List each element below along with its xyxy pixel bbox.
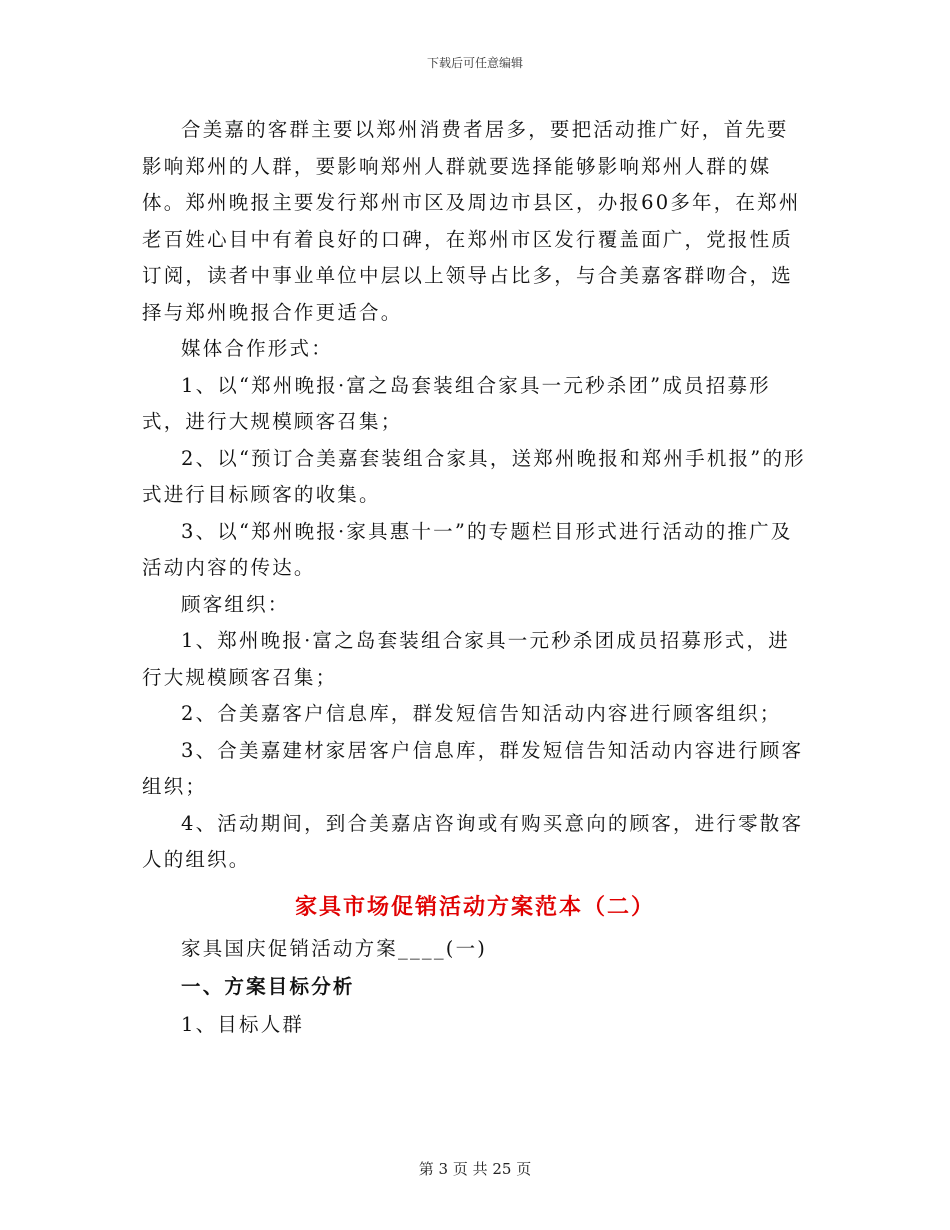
heading-1: 一、方案目标分析 — [181, 975, 355, 998]
page-footer: 第 3 页 共 25 页 — [418, 1160, 532, 1178]
section-title: 家具市场促销活动方案范本（二） — [294, 895, 655, 920]
section-body — [142, 930, 810, 1044]
item-1: 1、目标人群 — [181, 1013, 305, 1036]
paragraph-media-3: 3、以“郑州晚报·家具惠十一”的专题栏目形式进行活动的推广及活动内容的传达。 — [142, 519, 793, 579]
paragraph-customer-4: 4、活动期间，到合美嘉店咨询或有购买意向的顾客，进行零散客人的组织。 — [142, 811, 804, 871]
paragraph-customer-2: 2、合美嘉客户信息库，群发短信告知活动内容进行顾客组织； — [181, 702, 782, 725]
subheading: 家具国庆促销活动方案____(一) — [181, 937, 488, 960]
paragraph-customer-label: 顾客组织： — [181, 592, 290, 616]
header-note: 下载后可任意编辑 — [426, 56, 523, 70]
paragraph-customer-3: 3、合美嘉建材家居客户信息库，群发短信告知活动内容进行顾客组织； — [142, 738, 804, 798]
paragraph-media-1: 1、以“郑州晚报·富之岛套装组合家具一元秒杀团”成员招募形式，进行大规模顾客召集； — [142, 373, 771, 433]
document-body — [142, 112, 810, 879]
paragraph-customer-1: 1、郑州晚报·富之岛套装组合家具一元秒杀团成员招募形式，进行大规模顾客召集； — [142, 629, 790, 689]
paragraph-media-2: 2、以“预订合美嘉套装组合家具，送郑州晚报和郑州手机报”的形式进行目标顾客的收集。 — [142, 446, 806, 506]
paragraph-intro: 合美嘉的客群主要以郑州消费者居多，要把活动推广好，首先要影响郑州的人群，要影响郑州人群就要选择能够影响郑州人群的媒体。郑州晚报主要发行郑州市区及周边市县区，办报60多年，在郑州老百姓心目中有着良好的口碑，在郑州市区发行覆盖面广，党报性质订阅，读者中事业单位中层以上领导占比多，与合美嘉客群吻合，选择与郑州晚报合作更适合。 — [142, 118, 801, 324]
paragraph-media-label: 媒体合作形式： — [181, 337, 333, 360]
